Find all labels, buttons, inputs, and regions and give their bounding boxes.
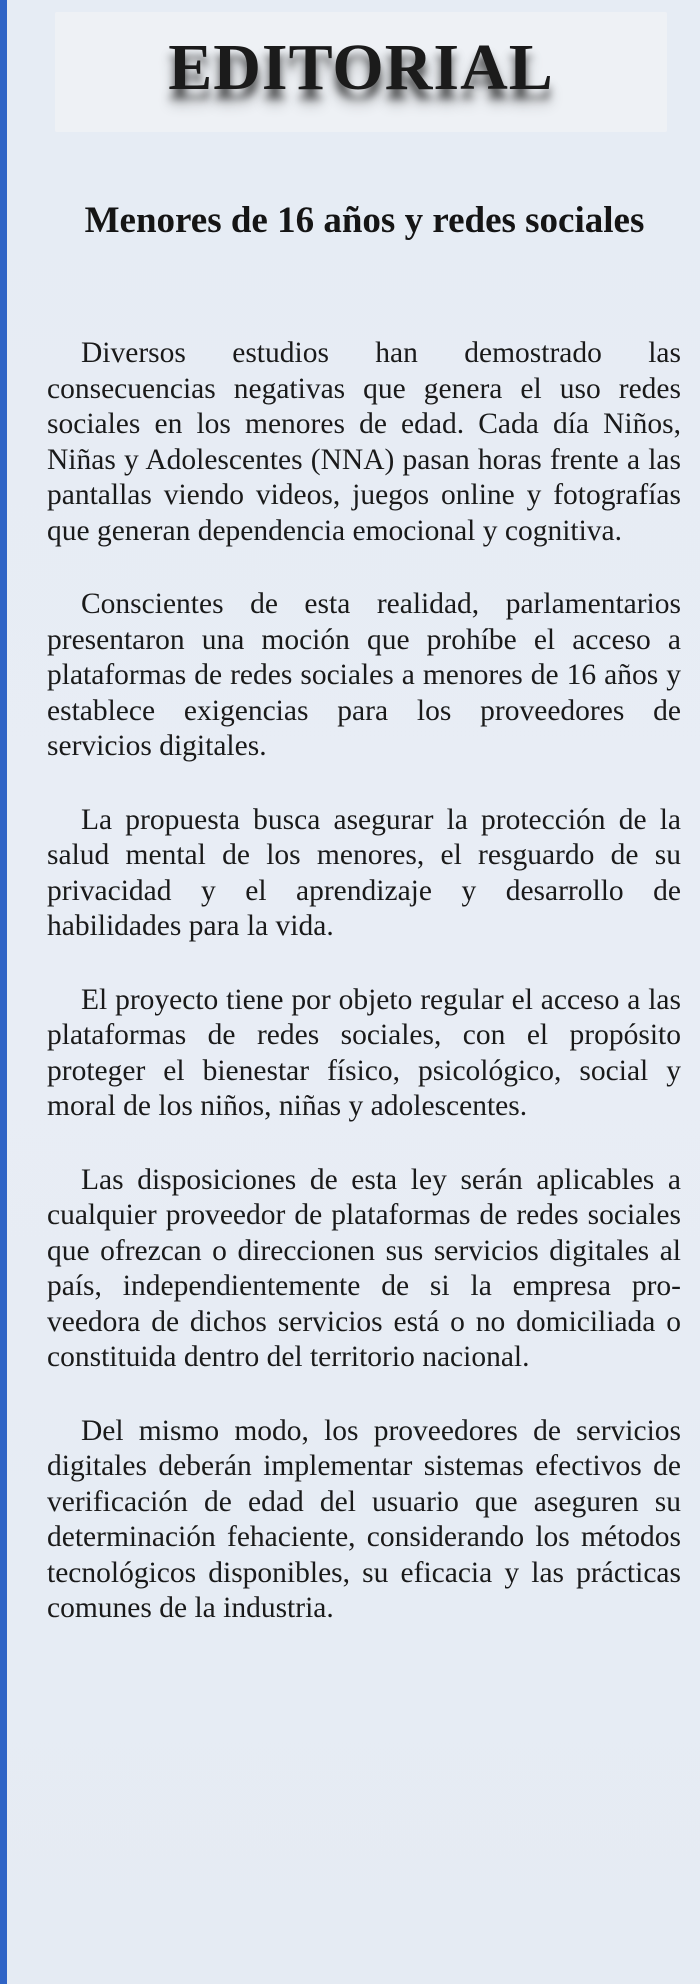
article-headline: Menores de 16 años y redes sociales — [84, 200, 645, 241]
article-paragraph-1: Diversos estudios han demostrado las consecuencias negativas que genera el uso redes sociales en los menores de edad. Cada día Niños, Niñas y Adolescentes (NNA) pasan horas frente a las pantallas viendo videos, juegos online y fotografías que generan dependencia emocional y cognitiva. — [47, 337, 681, 547]
masthead-banner — [55, 12, 667, 132]
article-paragraph-3: La propuesta busca asegurar la protección de la salud mental de los menores, el resguardo de su privacidad y el aprendizaje y desarrollo de habilidades para la vida. — [47, 803, 681, 942]
article-body — [47, 336, 681, 1665]
article-paragraph-4: El proyecto tiene por objeto regular el acceso a las plataformas de redes sociales, con el propósito proteger el bienestar físico, psicológico, social y moral de los niños, niñas y adolescentes. — [47, 983, 681, 1122]
masthead-title: EDITORIAL — [168, 31, 554, 104]
article-paragraph-2: Conscientes de esta realidad, parlamentarios presentaron una moción que prohíbe el acceso a plataformas de redes sociales a menores de 16 años y establece exigencias para los proveedores de servicios digitales. — [47, 588, 681, 762]
editorial-page — [7, 0, 700, 1984]
article-paragraph-6: Del mismo modo, los proveedores de servicios digitales deberán implementar sistemas efectivos de verificación de edad del usuario que aseguren su determinación fehaciente, considerando los métodos tecnológicos disponibles, su eficacia y las prácticas comunes de la industria. — [47, 1414, 681, 1624]
article-paragraph-5: Las disposiciones de esta ley serán aplicables a cualquier proveedor de plataformas de redes sociales que ofrezcan o direccionen sus servicios digitales al país, independientemente de si la empresa proveedora de dichos servicios está o no domiciliada o constituida dentro del territorio nacional. — [47, 1163, 681, 1373]
left-border-rule — [0, 0, 7, 1984]
